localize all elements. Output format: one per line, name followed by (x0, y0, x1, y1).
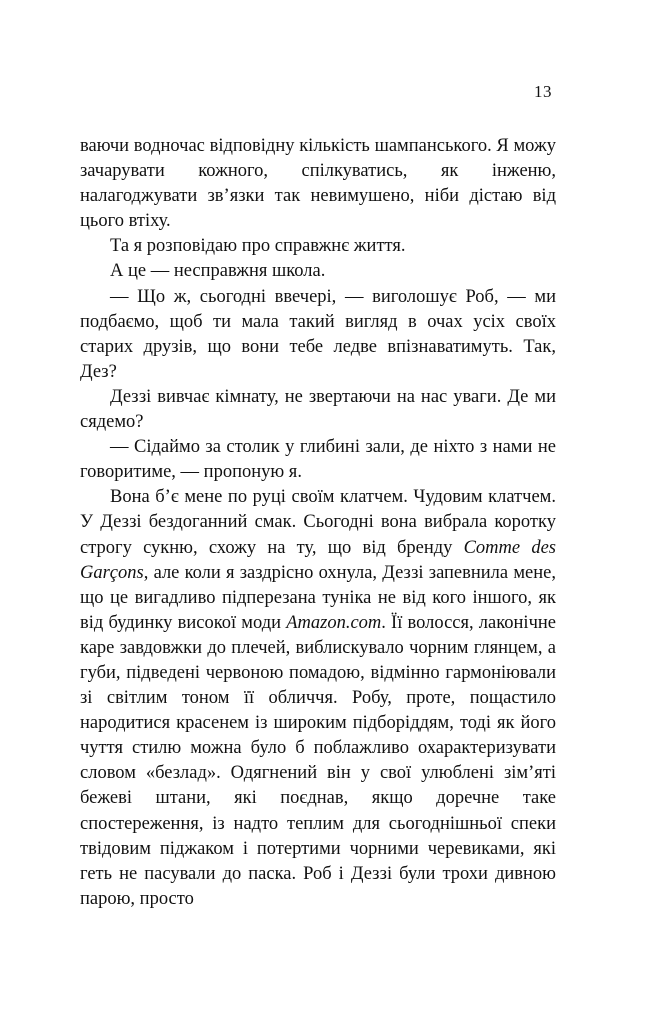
paragraph (80, 485, 556, 912)
text-run: Вона б’є мене по руці своїм клатчем. Чудовим клатчем. У Деззі бездоганний смак. Сьогодні вона вибрала коротку строгу сукню, схожу на ту, що від бренду (80, 487, 556, 558)
italic-text-run: Amazon.com (286, 612, 382, 633)
text-run: — Сідаймо за столик у глибині зали, де ніхто з нами не говоритиме, — пропоную я. (80, 437, 556, 483)
text-run: , але коли я заздрісно охнула, Деззі запевнила мене, що це вигадливо підперезана туніка не від кого іншого, як від будинку високої моди (80, 562, 556, 633)
text-run: Деззі вивчає кімнату, не звертаючи на нас уваги. Де ми сядемо? (80, 386, 556, 433)
page-number: 13 (534, 82, 552, 101)
text-run: А це — несправжня школа. (110, 261, 326, 282)
paragraph (80, 234, 556, 259)
text-run: ваючи водночас відповідну кількість шампанського. Я можу зачарувати кожного, спілкуватись, як інженю, налагоджувати зв’язки так невимушено, ніби дістаю від цього втіху. (80, 136, 556, 232)
paragraph (80, 385, 556, 435)
paragraph (80, 134, 556, 234)
paragraph (80, 435, 556, 485)
text-run: — Що ж, сьогодні ввечері, — виголошує Роб, — ми подбаємо, щоб ти мала такий вигляд в очах усіх своїх старих друзів, що вони тебе ледве впізнаватимуть. Так, Дез? (80, 286, 556, 382)
paragraph (80, 259, 556, 284)
page-text (80, 134, 556, 912)
text-run: . Її волосся, лаконічне каре завдовжки до плечей, виблискувало чорним глянцем, а губи, підведені червоною помадою, відмінно гармоніювали зі світлим тоном її обличчя. Робу, проте, пощастило народитися красенем із широким підборіддям, тоді як його чуття стилю можна було б поблажливо охарактеризувати словом «безлад». Одягнений він у свої улюблені зім’яті бежеві штани, які поєднав, якщо доречне таке спостереження, із надто теплим для сьогоднішньої спеки твідовим піджаком і потертими чорними черевиками, які геть не пасували до паска. Роб і Деззі були трохи дивною парою, просто (80, 612, 556, 909)
paragraph (80, 285, 556, 385)
text-run: Та я розповідаю про справжнє життя. (110, 236, 406, 257)
italic-text-run: Comme des Garçons (80, 537, 556, 583)
